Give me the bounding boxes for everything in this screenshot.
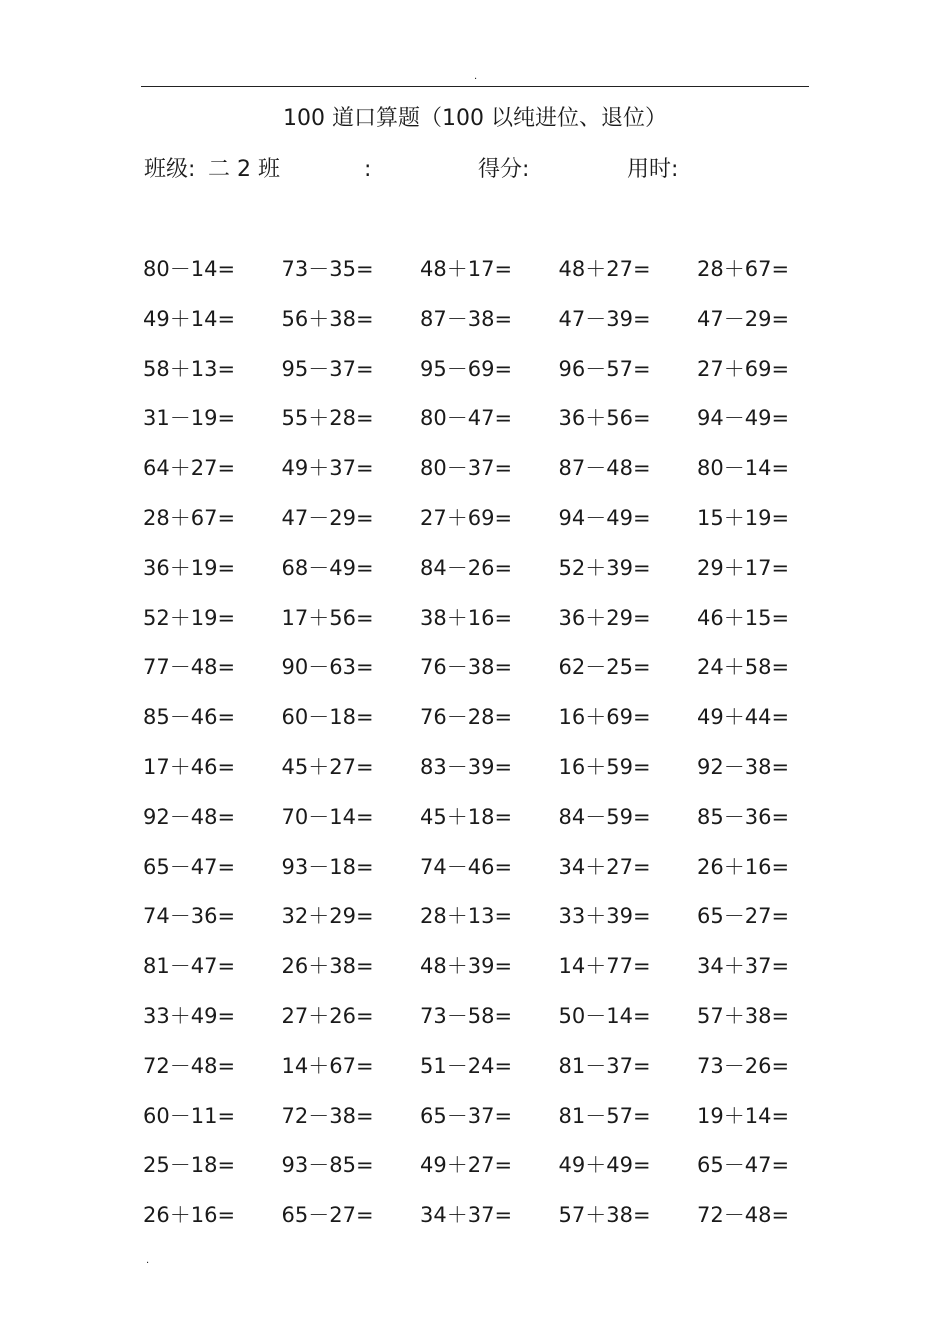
header-rule: [141, 86, 809, 87]
math-problem: 29＋17=: [697, 555, 790, 580]
math-problem: 81－37=: [558, 1053, 651, 1078]
math-problem: 87－38=: [420, 306, 513, 331]
math-problem: 72－38=: [281, 1103, 374, 1128]
math-problem: 49＋49=: [558, 1153, 651, 1178]
math-problem: 95－37=: [281, 356, 374, 381]
time-label: 用时:: [627, 157, 679, 182]
math-problem: 80－14=: [143, 257, 236, 281]
math-problem: 87－48=: [558, 456, 651, 481]
math-problem: 52＋19=: [143, 605, 236, 630]
math-problem: 76－28=: [420, 705, 513, 730]
math-problem: 32＋29=: [281, 904, 374, 929]
math-problem: 85－46=: [143, 705, 236, 730]
math-problem: 48＋27=: [558, 257, 651, 281]
math-problem: 93－85=: [281, 1153, 374, 1178]
math-problem: 72－48=: [697, 1203, 790, 1228]
math-problem: 25－18=: [143, 1153, 236, 1178]
math-problem: 73－26=: [697, 1053, 790, 1078]
math-problem: 36＋29=: [558, 605, 651, 630]
math-problem: 38＋16=: [420, 605, 513, 630]
math-problem: 74－36=: [143, 904, 236, 929]
math-problem: 90－63=: [281, 655, 374, 680]
math-problem: 19＋14=: [697, 1103, 790, 1128]
math-problem: 65－47=: [697, 1153, 790, 1178]
math-problem: 65－27=: [697, 904, 790, 929]
math-problem: 92－38=: [697, 754, 790, 779]
math-problem: 28＋67=: [143, 505, 236, 530]
math-problem: 80－14=: [697, 456, 790, 481]
math-problem: 47－29=: [697, 306, 790, 331]
class-label: 班级:: [144, 157, 196, 182]
math-problem: 16＋59=: [558, 754, 651, 779]
math-problem: 28＋13=: [420, 904, 513, 929]
math-problem: 83－39=: [420, 754, 513, 779]
math-problem: 26＋38=: [281, 954, 374, 979]
bottom-dot-mark: .: [146, 1255, 150, 1266]
math-problem: 84－59=: [558, 804, 651, 829]
math-problem: 27＋69=: [697, 356, 790, 381]
math-problem: 49＋27=: [420, 1153, 513, 1178]
math-problem: 93－18=: [281, 854, 374, 879]
math-problem: 27＋26=: [281, 1003, 374, 1028]
math-problem: 47－39=: [558, 306, 651, 331]
math-problem: 70－14=: [281, 804, 374, 829]
math-problem: 65－37=: [420, 1103, 513, 1128]
math-problem: 31－19=: [143, 406, 236, 431]
math-problem: 52＋39=: [558, 555, 651, 580]
math-problem: 33＋39=: [558, 904, 651, 929]
math-problem: 26＋16=: [697, 854, 790, 879]
math-problem: 57＋38=: [697, 1003, 790, 1028]
math-problem: 24＋58=: [697, 655, 790, 680]
math-problem: 49＋14=: [143, 306, 236, 331]
math-problem: 17＋46=: [143, 754, 236, 779]
math-problem: 73－58=: [420, 1003, 513, 1028]
math-problem: 51－24=: [420, 1053, 513, 1078]
math-problem: 33＋49=: [143, 1003, 236, 1028]
math-problem: 94－49=: [697, 406, 790, 431]
math-problem: 65－27=: [281, 1203, 374, 1228]
math-problem: 15＋19=: [697, 505, 790, 530]
math-problem: 85－36=: [697, 804, 790, 829]
math-problem: 50－14=: [558, 1003, 651, 1028]
math-problem: 56＋38=: [281, 306, 374, 331]
math-problem: 27＋69=: [420, 505, 513, 530]
math-problem: 36＋56=: [558, 406, 651, 431]
math-problem: 46＋15=: [697, 605, 790, 630]
math-problem: 36＋19=: [143, 555, 236, 580]
math-problem: 94－49=: [558, 505, 651, 530]
name-colon: :: [364, 157, 372, 182]
math-problem: 76－38=: [420, 655, 513, 680]
math-problem: 14＋77=: [558, 954, 651, 979]
math-problem: 45＋18=: [420, 804, 513, 829]
math-problem: 65－47=: [143, 854, 236, 879]
math-problem: 84－26=: [420, 555, 513, 580]
math-problem: 26＋16=: [143, 1203, 236, 1228]
math-problem: 49＋44=: [697, 705, 790, 730]
math-problem: 45＋27=: [281, 754, 374, 779]
math-problem: 80－37=: [420, 456, 513, 481]
problem-grid: [143, 252, 836, 1248]
math-problem: 34＋37=: [697, 954, 790, 979]
math-problem: 92－48=: [143, 804, 236, 829]
math-problem: 81－47=: [143, 954, 236, 979]
math-problem: 14＋67=: [281, 1053, 374, 1078]
math-problem: 48＋39=: [420, 954, 513, 979]
math-problem: 62－25=: [558, 655, 651, 680]
math-problem: 80－47=: [420, 406, 513, 431]
math-problem: 47－29=: [281, 505, 374, 530]
math-problem: 64＋27=: [143, 456, 236, 481]
top-dot-mark: .: [474, 71, 478, 82]
math-problem: 60－11=: [143, 1103, 236, 1128]
class-value: 二 2 班: [208, 157, 280, 182]
math-problem: 16＋69=: [558, 705, 651, 730]
math-problem: 96－57=: [558, 356, 651, 381]
math-problem: 34＋37=: [420, 1203, 513, 1228]
math-problem: 34＋27=: [558, 854, 651, 879]
math-problem: 28＋67=: [697, 257, 790, 281]
math-problem: 68－49=: [281, 555, 374, 580]
math-problem: 49＋37=: [281, 456, 374, 481]
score-label: 得分:: [478, 157, 530, 182]
math-problem: 60－18=: [281, 705, 374, 730]
math-problem: 57＋38=: [558, 1203, 651, 1228]
math-problem: 73－35=: [281, 257, 374, 281]
math-problem: 74－46=: [420, 854, 513, 879]
math-problem: 17＋56=: [281, 605, 374, 630]
math-problem: 77－48=: [143, 655, 236, 680]
math-problem: 72－48=: [143, 1053, 236, 1078]
math-problem: 55＋28=: [281, 406, 374, 431]
page-title: 100 道口算题（100 以纯进位、退位）: [283, 106, 667, 131]
math-problem: 58＋13=: [143, 356, 236, 381]
math-problem: 81－57=: [558, 1103, 651, 1128]
math-problem: 95－69=: [420, 356, 513, 381]
math-problem: 48＋17=: [420, 257, 513, 281]
